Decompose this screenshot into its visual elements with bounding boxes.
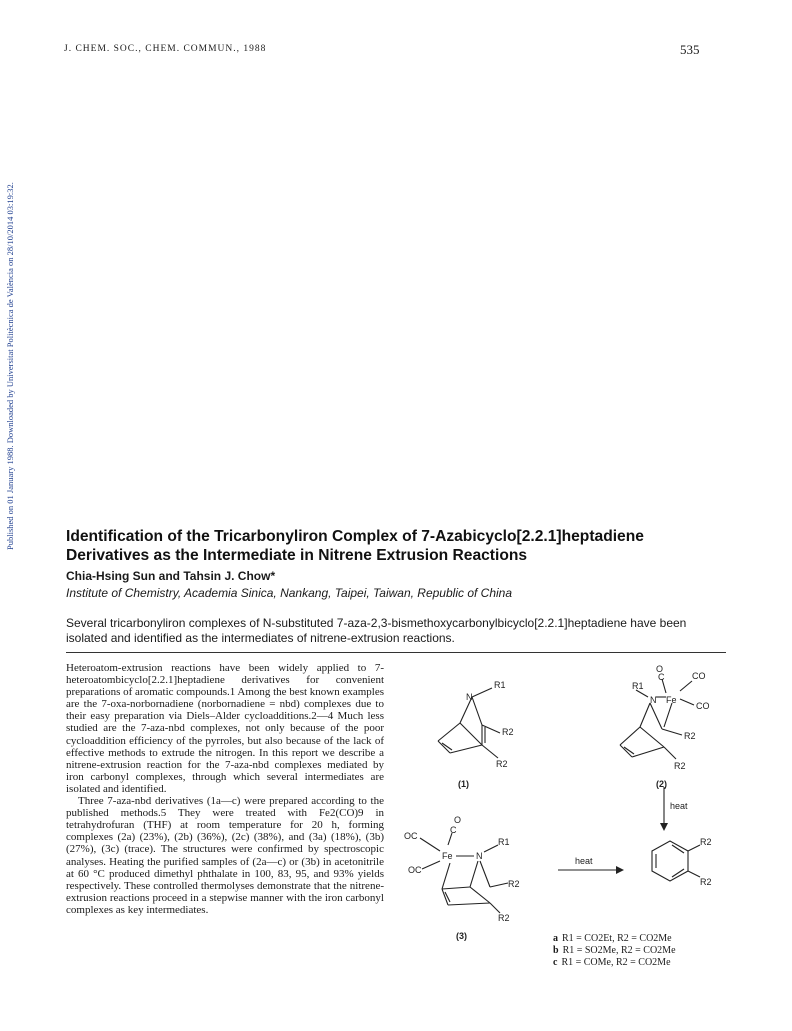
oc-label: OC [404, 831, 418, 841]
legend-text: R1 = CO2Et, R2 = CO2Me [562, 933, 672, 944]
arrowhead-right [616, 866, 624, 874]
atom-fe-label: Fe [666, 695, 677, 705]
article-affiliation: Institute of Chemistry, Academia Sinica, Nankang, Taipei, Taiwan, Republic of China [66, 586, 513, 600]
r2-label: R2 [496, 759, 508, 769]
legend-text: R1 = SO2Me, R2 = CO2Me [562, 945, 676, 956]
phthalate-structure [652, 841, 700, 881]
co-label: CO [696, 701, 710, 711]
reaction-scheme [400, 655, 730, 975]
article-authors: Chia-Hsing Sun and Tahsin J. Chow* [66, 569, 276, 583]
compound-3-label: (3) [456, 931, 467, 941]
r1-label: R1 [498, 837, 510, 847]
r1-label: R1 [632, 681, 644, 691]
atom-c-label: C [658, 672, 665, 682]
legend-key: b [553, 945, 559, 956]
compound-1-label: (1) [458, 779, 469, 789]
legend-key: c [553, 957, 558, 968]
atom-o-label: O [656, 664, 664, 674]
legend-text: R1 = COMe, R2 = CO2Me [561, 957, 671, 968]
paragraph-1: Heteroatom-extrusion reactions have been widely applied to 7-heteroatombicyclo[2.2.1]heptadiene derivatives for convenient preparations of aromatic compounds.1 Among the best known examples are the 7-oxa-norbornadiene (norbornadiene = nbd) complexes due to their easy preparation via Diels–Alder cycloadditions.2—4 Much less studied are the 7-aza-nbd complexes, not only because of the poor cycloaddition efficiency of the pyrroles, but also because of the lack of effective methods to extrude the nitrogen. In this report we describe a nitrene-extrusion reaction for the 7-aza-nbd complexes mediated by iron carbonyl complexes, through which several intermediates are isolated and identified. [66, 662, 385, 795]
article-title: Identification of the Tricarbonyliron Complex of 7-Azabicyclo[2.2.1]heptadiene Derivatives as the Intermediate in Nitrene Extrusion Reactions [66, 528, 644, 564]
divider-rule [66, 652, 726, 653]
r2-label: R2 [498, 913, 510, 923]
article-abstract: Several tricarbonyliron complexes of N-substituted 7-aza-2,3-bismethoxycarbonylbicyclo[2.2.1]heptadiene have been isolated and identified as the intermediates of nitrene-extrusion reactions. [66, 616, 687, 645]
atom-n-label: N [476, 851, 483, 861]
heat-label-horizontal: heat [575, 856, 593, 866]
heat-label-vertical: heat [670, 801, 688, 811]
download-notice[interactable]: Published on 01 January 1988. Downloaded by Universitat Politècnica de València on 28/10/2014 03:19:32. [5, 182, 15, 550]
r2-label: R2 [508, 879, 520, 889]
body-column [66, 662, 384, 916]
r2-label: R2 [502, 727, 514, 737]
oc-label: OC [408, 865, 422, 875]
running-head: J. CHEM. SOC., CHEM. COMMUN., 1988 [64, 44, 267, 54]
atom-fe-label: Fe [442, 851, 453, 861]
r2-label: R2 [700, 877, 712, 887]
atom-o-label: O [454, 815, 462, 825]
atom-n-label: N [466, 692, 473, 702]
page-number: 535 [680, 42, 700, 57]
co-label: CO [692, 671, 706, 681]
arrowhead-down [660, 823, 668, 831]
legend-c [553, 957, 671, 969]
r2-label: R2 [700, 837, 712, 847]
legend-a [553, 933, 672, 945]
atom-n-label: N [650, 695, 657, 705]
legend-b [553, 945, 676, 957]
atom-c-label: C [450, 825, 457, 835]
compound-3-structure [420, 833, 508, 913]
r2-label: R2 [674, 761, 686, 771]
compound-2-structure [620, 679, 694, 759]
r2-label: R2 [684, 731, 696, 741]
legend-key: a [553, 933, 558, 944]
paragraph-2: Three 7-aza-nbd derivatives (1a—c) were prepared according to the published methods.5 They were treated with Fe2(CO)9 in tetrahydrofuran (THF) at room temperature for 20 h, forming complexes (2a) (23%), (2b) (36%), (2c) (38%), and (3a) (18%), (3b) (27%), (3c) (trace). The structures were confirmed by spectroscopic analyses. Heating the purified samples of (2a—c) or (3b) in acetonitrile at 60 °C produced dimethyl phthalate in 100, 83, 95, and 93% yields respectively. These controlled thermolyses demonstrate that the nitrene-extrusion reactions proceed in a stepwise manner with the iron carbonyl complexes as key intermediates. [66, 795, 384, 916]
r1-label: R1 [494, 680, 506, 690]
compound-2-label: (2) [656, 779, 667, 789]
